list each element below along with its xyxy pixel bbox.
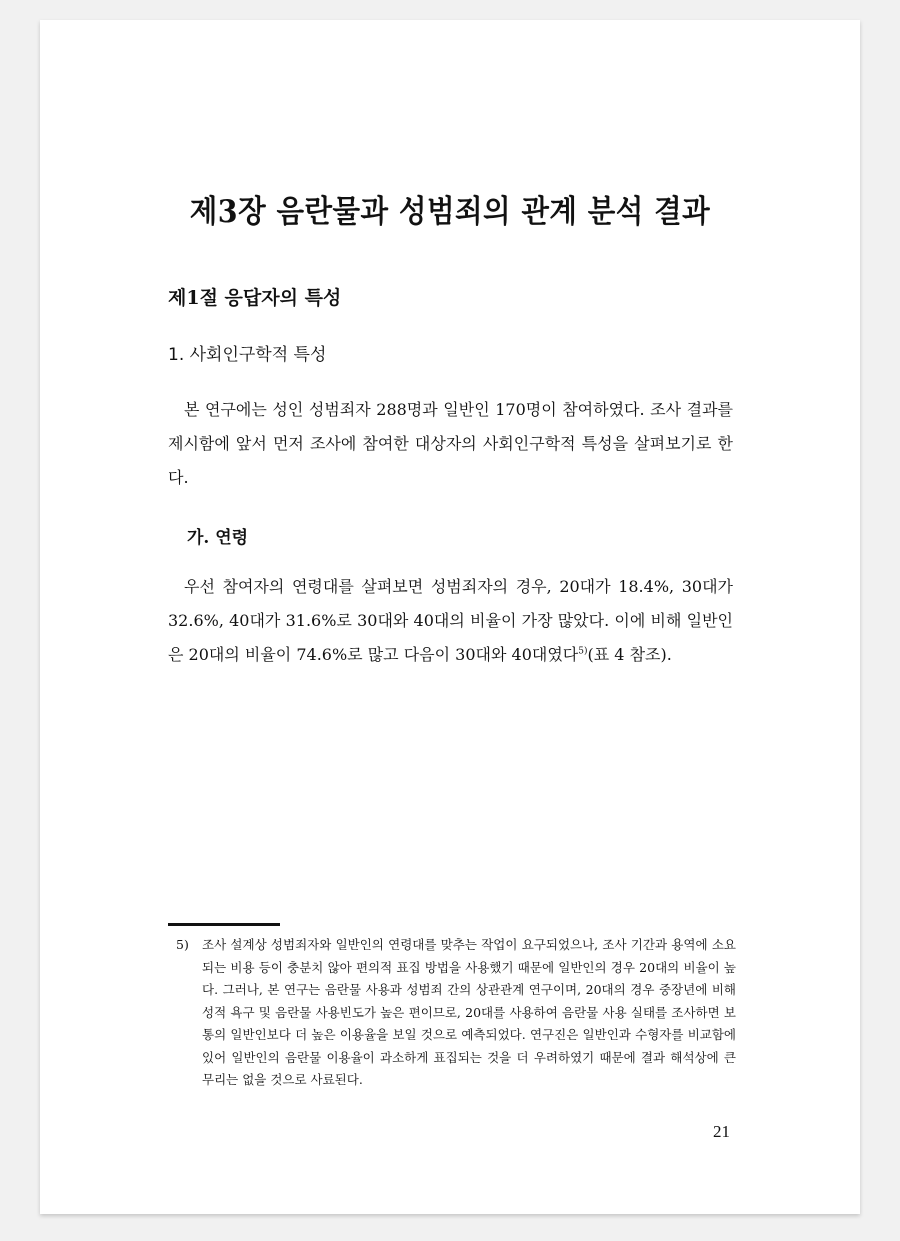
page-number: 21 bbox=[713, 1122, 730, 1141]
footnote-number: 5) bbox=[176, 937, 189, 952]
subsection-title: 1. 사회인구학적 특성 bbox=[168, 345, 327, 365]
footnote bbox=[176, 934, 736, 1092]
paragraph-age-body: 우선 참여자의 연령대를 살펴보면 성범죄자의 경우, 20대가 18.4%, 30대가 32.6%, 40대가 31.6%로 30대와 40대의 비율이 가장 많았다. 이에 비해 일반인은 20대의 비율이 74.6%로 많고 다음이 30대와 40대였다 bbox=[168, 577, 733, 664]
document-page bbox=[40, 20, 860, 1214]
paragraph-age bbox=[168, 570, 733, 672]
footnote-divider bbox=[168, 923, 280, 926]
paragraph-age-text bbox=[168, 570, 733, 672]
chapter-title: 제3장 음란물과 성범죄의 관계 분석 결과 bbox=[189, 194, 711, 230]
footnote-reference[interactable]: 5) bbox=[578, 646, 588, 657]
paragraph-intro-text: 본 연구에는 성인 성범죄자 288명과 일반인 170명이 참여하였다. 조사 결과를 제시함에 앞서 먼저 조사에 참여한 대상자의 사회인구학적 특성을 살펴보기로 한다. bbox=[168, 400, 733, 487]
footnote-text: 조사 설계상 성범죄자와 일반인의 연령대를 맞추는 작업이 요구되었으나, 조사 기간과 용역에 소요되는 비용 등이 충분치 않아 편의적 표집 방법을 사용했기 때문에 일반인의 경우 20대의 비율이 높다. 그러나, 본 연구는 음란물 사용과 성범죄 간의 상관관계 연구이며, 20대의 경우 중장년에 비해 성적 욕구 및 음란물 사용빈도가 높은 편이므로, 20대를 사용하여 음란물 사용 실태를 조사하면 보통의 일반인보다 더 높은 이용율을 보일 것으로 예측되었다. 연구진은 일반인과 수형자를 비교함에 있어 일반인의 음란물 이용율이 과소하게 표집되는 것을 더 우려하였기 때문에 결과 해석상에 큰 무리는 없을 것으로 사료된다. bbox=[202, 937, 736, 1087]
section-title: 제1절 응답자의 특성 bbox=[168, 287, 342, 309]
paragraph-age-tail: (표 4 참조). bbox=[587, 645, 672, 664]
paragraph-intro bbox=[168, 393, 733, 495]
item-title-age: 가. 연령 bbox=[187, 528, 249, 548]
